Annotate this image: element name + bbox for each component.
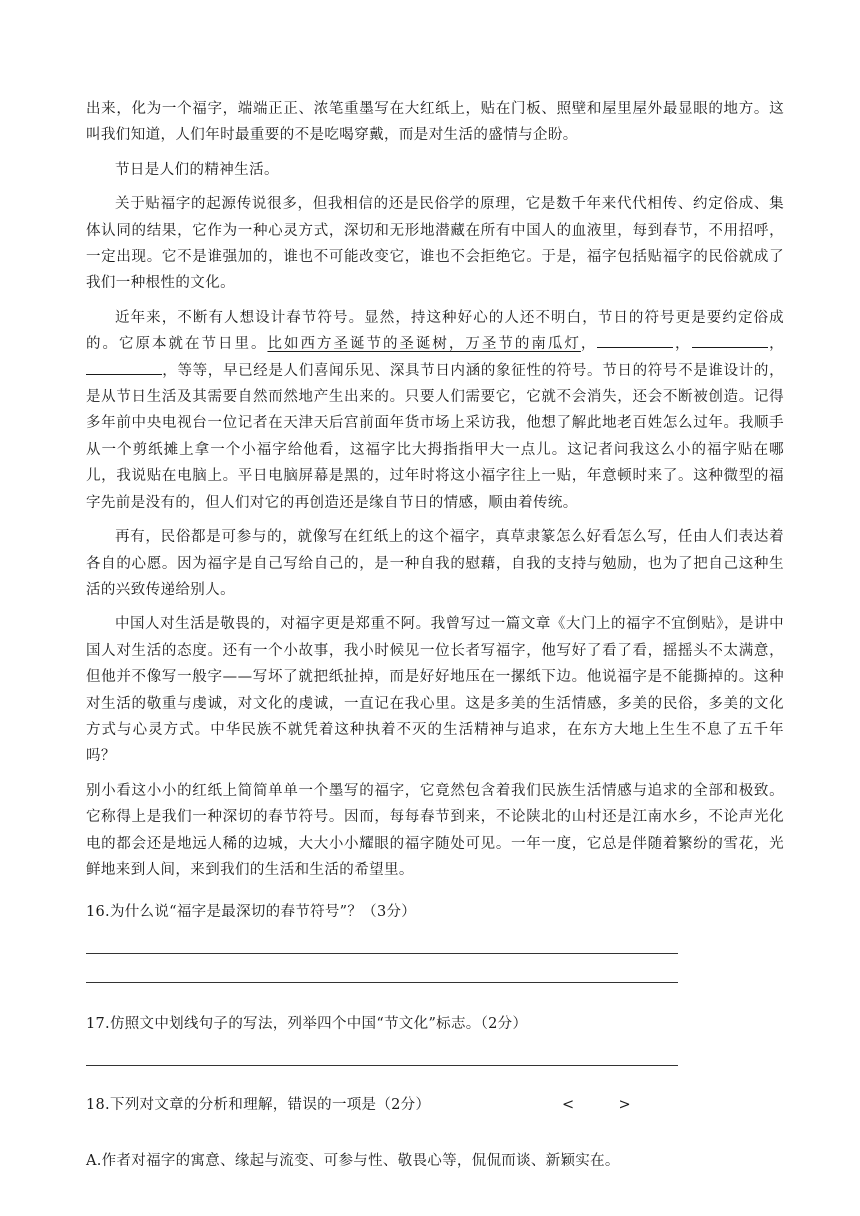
paragraph-2: 节日是人们的精神生活。 — [115, 161, 279, 178]
paragraph-3: 关于贴福字的起源传说很多，但我相信的还是民俗学的原理，它是数千年来代代相传、约定俗成、集体认同的结果，它作为一种心灵方式，深切和无形地潜藏在所有中国人的血液里，每到春节，不用招呼，一定出现。它不是谁强加的，谁也不可能改变它，谁也不会拒绝它。于是，福字包括贴福字的民俗就成了我们一种根性的文化。 — [86, 196, 784, 292]
comma: ， — [580, 336, 598, 353]
answer-line-17[interactable] — [86, 1065, 678, 1066]
question-17: 17.仿照文中划线句子的写法，列举四个中国“节文化”标志。（2分） — [86, 1016, 528, 1033]
fill-blank-2[interactable] — [692, 331, 768, 348]
fill-blank-1[interactable] — [597, 331, 673, 348]
paragraph-5: 再有，民俗都是可参与的，就像写在红纸上的这个福字，真草隶篆怎么好看怎么写，任由人们表达着各自的心愿。因为福字是自己写给自己的，是一种自我的慰藉，自我的支持与勉励，也为了把自己这种生活的兴致传递给别人。 — [86, 529, 784, 598]
comma: ， — [162, 362, 178, 379]
bracket-open: < — [562, 1097, 575, 1114]
answer-line-16-2[interactable] — [86, 982, 678, 983]
fill-blank-3[interactable] — [86, 358, 162, 375]
question-18-text: 18.下列对文章的分析和理解，错误的一项是（2分） — [86, 1097, 431, 1114]
paragraph-7: 别小看这小小的红纸上简简单单一个墨写的福字，它竟然包含着我们民族生活情感与追求的全部和极致。它称得上是我们一种深切的春节符号。因而，每每春节到来，不论陕北的山村还是江南水乡，不论声光化电的都会还是地远人稀的边城，大大小小耀眼的福字随处可见。一年一度，它总是伴随着繁纷的雪花，光鲜地来到人间，来到我们的生活和生活的希望里。 — [86, 782, 784, 878]
question-18 — [86, 1094, 784, 1116]
option-a: A.作者对福字的寓意、缘起与流变、可参与性、敬畏心等，侃侃而谈、新颖实在。 — [86, 1153, 620, 1170]
comma: ， — [673, 336, 692, 353]
paragraph-6: 中国人对生活是敬畏的，对福字更是郑重不阿。我曾写过一篇文章《大门上的福字不宜倒贴》，是讲中国人对生活的态度。还有一个小故事，我小时候见一位长者写福字，他写好了看了看，摇摇头不太满意，但他并不像写一般字——写坏了就把纸扯掉，而是好好地压在一摞纸下边。他说福字是不能撕掉的。这种对生活的敬重与虔诚，对文化的虔诚，一直记在我心里。这是多美的生活情感，多美的民俗，多美的文化方式与心灵方式。中华民族不就凭着这种执着不灭的生活精神与追求，在东方大地上生生不息了五千年吗？ — [86, 616, 784, 765]
document-page — [86, 96, 784, 1172]
underlined-sentence: 比如西方圣诞节的圣诞树，万圣节的南瓜灯 — [267, 336, 581, 353]
paragraph-4 — [86, 305, 784, 516]
comma: ， — [767, 336, 784, 353]
bracket-close: > — [618, 1097, 631, 1114]
paragraph-4-intro: 近年来，不断有人想设计春节符号。显然，持这种好心的人还不明白，节日的符号更是要约定俗成的。它原本就在节日里。 — [86, 309, 784, 353]
answer-bracket[interactable] — [562, 1094, 631, 1116]
paragraph-1: 出来，化为一个福字，端端正正、浓笔重墨写在大红纸上，贴在门板、照壁和屋里屋外最显眼的地方。这叫我们知道，人们年时最重要的不是吃喝穿戴，而是对生活的盛情与企盼。 — [86, 101, 784, 144]
question-16: 16.为什么说“福字是最深切的春节符号”？（3分） — [86, 904, 417, 921]
answer-line-16-1[interactable] — [86, 953, 678, 954]
paragraph-4-rest: 等等，早已经是人们喜闻乐见、深具节日内涵的象征性的符号。节日的符号不是谁设计的，是从节日生活及其需要自然而然地产生出来的。只要人们需要它，它就不会消失，还会不断被创造。记得多年前中央电视台一位记者在天津天后宫前面年货市场上采访我，他想了解此地老百姓怎么过年。我顺手从一个剪纸摊上拿一个小福字给他看，这福字比大拇指指甲大一点儿。这记者问我这么小的福字贴在哪儿，我说贴在电脑上。平日电脑屏幕是黑的，过年时将这小福字往上一贴，年意顿时来了。这种微型的福字先前是没有的，但人们对它的再创造还是缘自节日的情感，顺由着传统。 — [86, 362, 785, 511]
